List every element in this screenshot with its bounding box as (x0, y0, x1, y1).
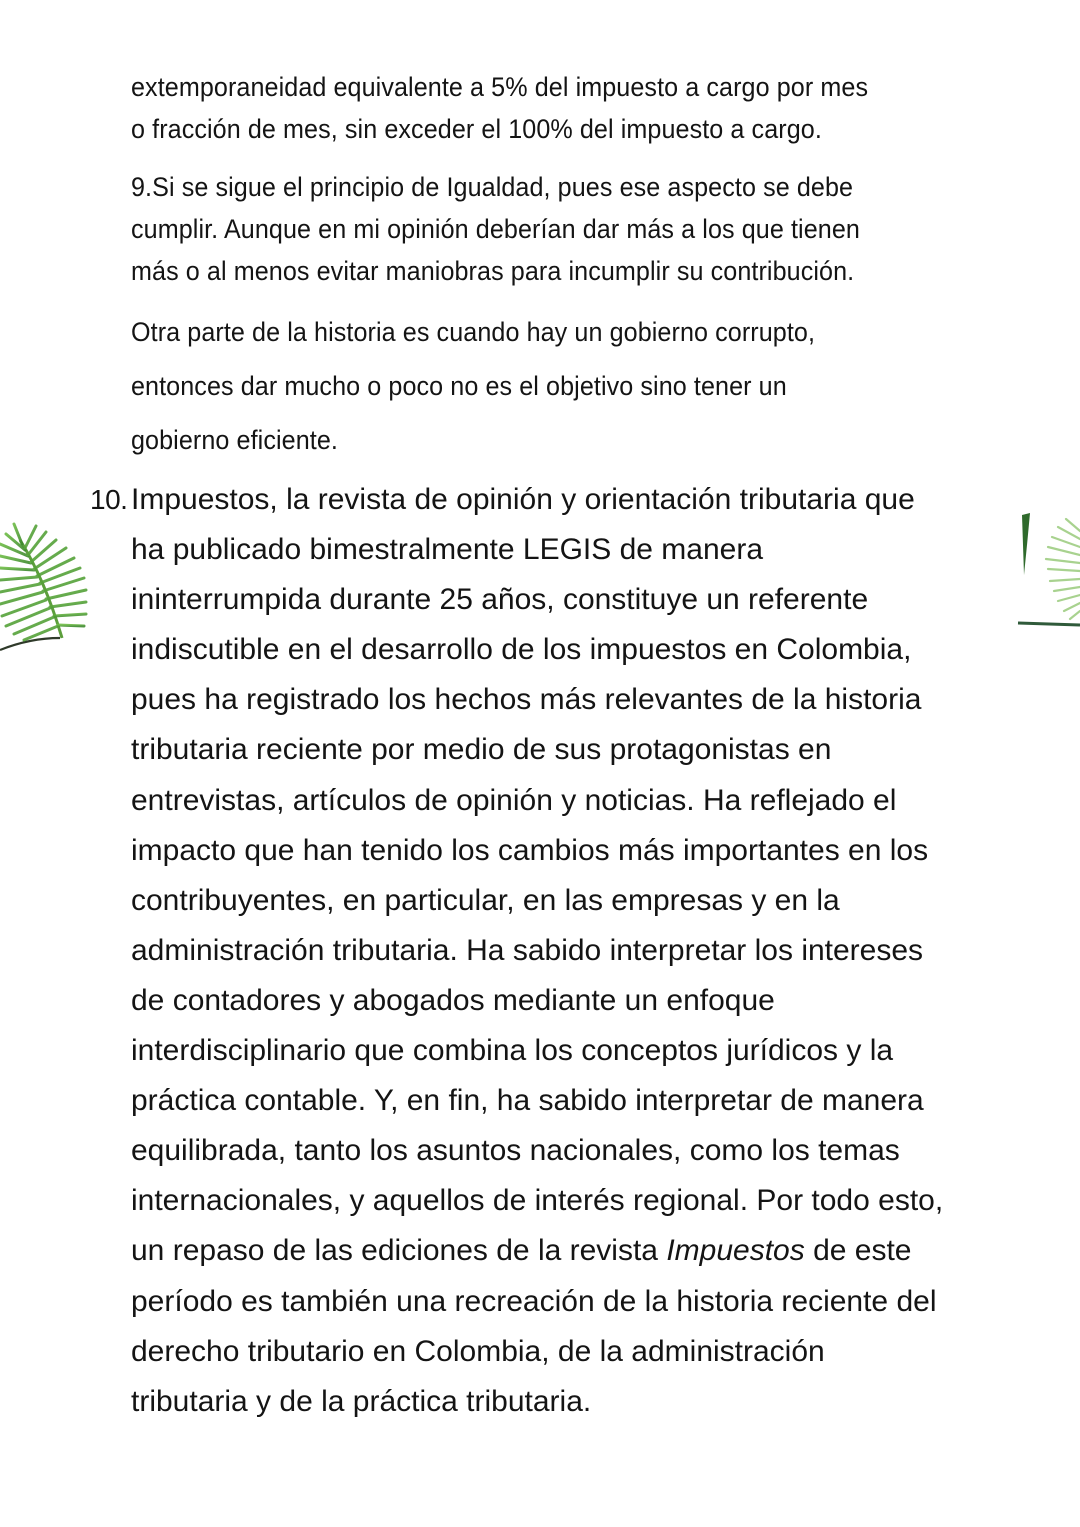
palm-leaf-icon (0, 520, 95, 660)
list-item-9 (131, 166, 1031, 292)
text-line: cumplir. Aunque en mi opinión deberían dar más a los que tienen (131, 214, 860, 244)
text-line: o fracción de mes, sin exceder el 100% del impuesto a cargo. (131, 114, 822, 144)
text-line: ha publicado bimestralmente LEGIS de manera (131, 533, 764, 567)
text-line: pues ha registrado los hechos más relevantes de la historia (131, 683, 922, 717)
text-line: un repaso de las ediciones de la revista Impuestos de este (131, 1234, 912, 1268)
text-line: gobierno eficiente. (131, 425, 338, 455)
text-line: impacto que han tenido los cambios más importantes en los (131, 833, 929, 867)
item-number: 9. (131, 172, 153, 202)
magazine-title: Impuestos (666, 1234, 805, 1268)
text-line: práctica contable. Y, en fin, ha sabido interpretar de manera (131, 1084, 924, 1118)
text-line: administración tributaria. Ha sabido interpretar los intereses (131, 933, 924, 967)
text-line: internacionales, y aquellos de interés regional. Por todo esto, (131, 1184, 944, 1218)
text-line: período es también una recreación de la historia reciente del (131, 1284, 937, 1318)
text-line: indiscutible en el desarrollo de los impuestos en Colombia, (131, 633, 912, 667)
item-9-extra-paragraph (131, 305, 1031, 467)
text-line: más o al menos evitar maniobras para incumplir su contribución. (131, 256, 855, 286)
text-line: derecho tributario en Colombia, de la administración (131, 1334, 825, 1368)
item-number: 10. (90, 484, 128, 515)
text-line: interdisciplinario que combina los conceptos jurídicos y la (131, 1034, 894, 1068)
text-line: ininterrumpida durante 25 años, constituye un referente (131, 583, 869, 617)
text-line: entonces dar mucho o poco no es el objetivo sino tener un (131, 371, 787, 401)
text-line: contribuyentes, en particular, en las empresas y en la (131, 883, 840, 917)
text-line: Otra parte de la historia es cuando hay un gobierno corrupto, (131, 317, 816, 347)
text-line: tributaria y de la práctica tributaria. (131, 1384, 592, 1418)
text-line: equilibrada, tanto los asuntos nacionales, como los temas (131, 1134, 900, 1168)
text-line: extemporaneidad equivalente a 5% del impuesto a cargo por mes (131, 72, 869, 102)
text-line: Impuestos, la revista de opinión y orientación tributaria que (131, 483, 915, 516)
text-line: de contadores y abogados mediante un enfoque (131, 983, 775, 1017)
text-line: tributaria reciente por medio de sus protagonistas en (131, 733, 832, 767)
list-item-10 (90, 475, 1050, 1427)
text-line: Si se sigue el principio de Igualdad, pues ese aspecto se debe (152, 172, 854, 202)
previous-item-continuation (131, 66, 1031, 150)
text-line: entrevistas, artículos de opinión y noticias. Ha reflejado el (131, 783, 897, 817)
